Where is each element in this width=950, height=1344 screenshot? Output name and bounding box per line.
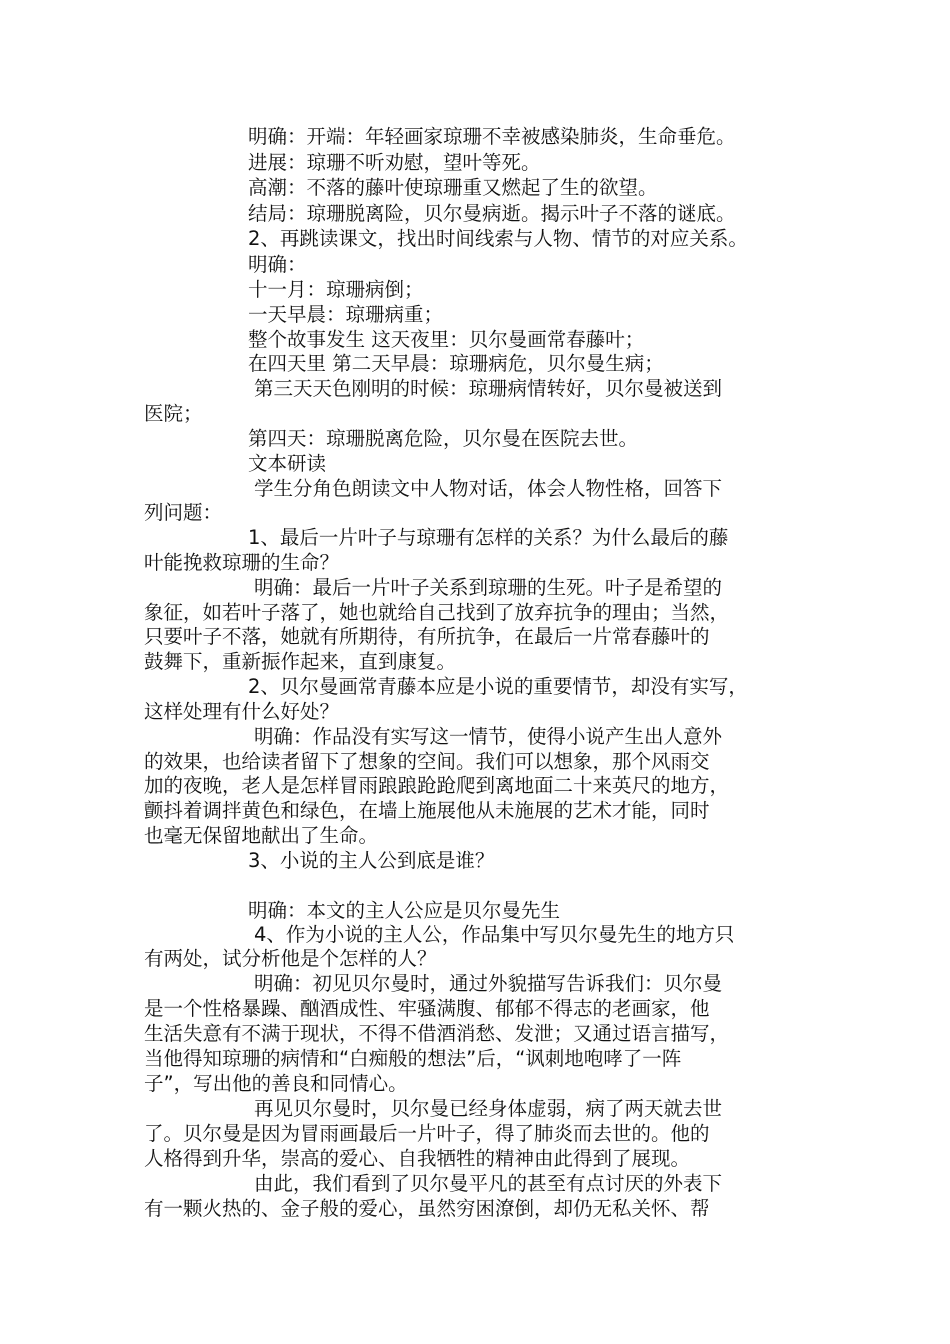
- text-line: 第三天天色刚明的时候：琼珊病情转好，贝尔曼被送到: [254, 377, 723, 400]
- question-line: 3、小说的主人公到底是谁？: [248, 849, 495, 872]
- question-line: 2、贝尔曼画常青藤本应是小说的重要情节，却没有实写，: [248, 675, 748, 698]
- text-line: 明确：开端：年轻画家琼珊不幸被感染肺炎，生命垂危。: [248, 125, 736, 148]
- question-line: 这样处理有什么好处？: [144, 700, 340, 723]
- answer-line: 人格得到升华，崇高的爱心、自我牺牲的精神由此得到了展现。: [144, 1147, 691, 1170]
- answer-line: 明确：初见贝尔曼时，通过外貌描写告诉我们：贝尔曼: [254, 972, 723, 995]
- answer-line: 有一颗火热的、金子般的爱心，虽然穷困潦倒，却仍无私关怀、帮: [144, 1197, 710, 1220]
- answer-line: 的效果，也给读者留下了想象的空间。我们可以想象，那个风雨交: [144, 750, 710, 773]
- answer-line: 再见贝尔曼时，贝尔曼已经身体虚弱，病了两天就去世: [254, 1097, 723, 1120]
- answer-line: 只要叶子不落，她就有所期待，有所抗争，在最后一片常春藤叶的: [144, 625, 710, 648]
- text-line: 十一月：琼珊病倒；: [248, 278, 424, 301]
- answer-line: 当他得知琼珊的病情和“白痴般的想法”后，“讽刺地咆哮了一阵: [144, 1047, 682, 1070]
- answer-line: 是一个性格暴躁、酗酒成性、牢骚满腹、郁郁不得志的老画家，他: [144, 997, 710, 1020]
- answer-line: 明确：作品没有实写这一情节，使得小说产生出人意外: [254, 725, 723, 748]
- answer-line: 鼓舞下，重新振作起来，直到康复。: [144, 650, 457, 673]
- section-heading: 文本研读: [248, 452, 327, 475]
- answer-line: 明确：最后一片叶子关系到琼珊的生死。叶子是希望的: [254, 576, 723, 599]
- text-line: 在四天里 第二天早晨：琼珊病危，贝尔曼生病；: [248, 352, 664, 375]
- question-line: 1、最后一片叶子与琼珊有怎样的关系？为什么最后的藤: [248, 526, 729, 549]
- answer-line: 也毫无保留地献出了生命。: [144, 824, 379, 847]
- text-line: 2、再跳读课文，找出时间线索与人物、情节的对应关系。: [248, 227, 748, 250]
- answer-line: 加的夜晚，老人是怎样冒雨踉踉跄跄爬到离地面二十来英尺的地方，: [144, 774, 730, 797]
- answer-line: 子”，写出他的善良和同情心。: [144, 1072, 408, 1095]
- text-line: 进展：琼珊不听劝慰，望叶等死。: [248, 151, 541, 174]
- answer-line: 象征，如若叶子落了，她也就给自己找到了放弃抗争的理由；当然，: [144, 601, 730, 624]
- question-line: 叶能挽救琼珊的生命？: [144, 551, 340, 574]
- text-line: 一天早晨：琼珊病重；: [248, 303, 444, 326]
- answer-line: 了。贝尔曼是因为冒雨画最后一片叶子，得了肺炎而去世的。他的: [144, 1122, 710, 1145]
- text-line: 整个故事发生 这天夜里：贝尔曼画常春藤叶；: [248, 328, 645, 351]
- text-line: 学生分角色朗读文中人物对话，体会人物性格，回答下: [254, 477, 723, 500]
- text-line: 列问题：: [144, 501, 223, 524]
- text-line: 结局：琼珊脱离险，贝尔曼病逝。揭示叶子不落的谜底。: [248, 202, 736, 225]
- question-line: 有两处，试分析他是个怎样的人？: [144, 947, 437, 970]
- text-line: 明确：: [248, 253, 307, 276]
- text-line: 医院；: [144, 402, 203, 425]
- question-line: 4、作为小说的主人公，作品集中写贝尔曼先生的地方只: [254, 923, 735, 946]
- text-line: 第四天：琼珊脱离危险，贝尔曼在医院去世。: [248, 427, 639, 450]
- answer-line: 由此，我们看到了贝尔曼平凡的甚至有点讨厌的外表下: [254, 1172, 723, 1195]
- answer-line: 生活失意有不满于现状，不得不借酒消愁、发泄；又通过语言描写，: [144, 1022, 730, 1045]
- text-line: 高潮：不落的藤叶使琼珊重又燃起了生的欲望。: [248, 176, 658, 199]
- answer-line: 明确：本文的主人公应是贝尔曼先生: [248, 899, 561, 922]
- answer-line: 颤抖着调拌黄色和绿色，在墙上施展他从未施展的艺术才能，同时: [144, 799, 710, 822]
